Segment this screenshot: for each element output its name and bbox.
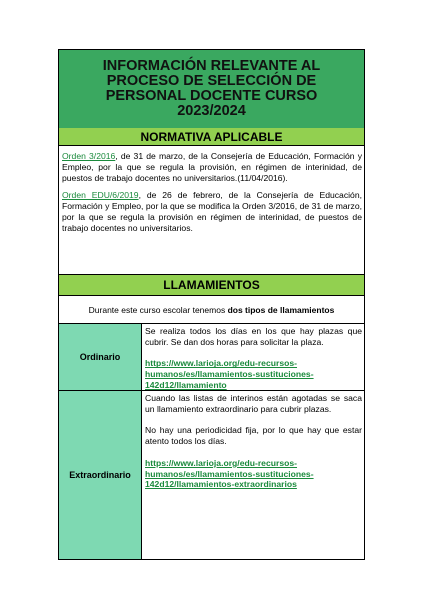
header-line-3: PERSONAL DOCENTE CURSO bbox=[105, 88, 318, 104]
normativa-item-2 bbox=[62, 190, 362, 234]
extraordinario-label: Extraordinario bbox=[59, 391, 142, 559]
document-header bbox=[59, 50, 364, 129]
header-line-2: PROCESO DE SELECCIÓN DE bbox=[106, 73, 317, 89]
llamamientos-heading: LLAMAMIENTOS bbox=[59, 274, 364, 296]
orden-edu-6-2019-link[interactable]: Orden EDU/6/2019 bbox=[62, 190, 139, 200]
extraordinario-description bbox=[142, 391, 364, 559]
normativa-item-1 bbox=[62, 151, 362, 184]
llamamientos-intro-bold: dos tipos de llamamientos bbox=[227, 304, 335, 315]
normativa-item-2-text: , de 26 de febrero, de la Consejería de Educación, Formación y Empleo, por la que se modifica la Orden 3/2016, de 31 de marzo, por la que se regula la provisión en régimen de interinidad, de puestos de trabajo docentes no universitarios. bbox=[62, 190, 362, 233]
extraordinario-text-1: Cuando las listas de interinos están agotadas se saca un llamamiento extraordinario para cubrir plazas. bbox=[145, 393, 362, 414]
normativa-heading: NORMATIVA APLICABLE bbox=[59, 128, 364, 146]
extraordinario-text-2: No hay una periodicidad fija, por lo que hay que estar atento todos los días. bbox=[145, 425, 362, 447]
ordinario-label: Ordinario bbox=[59, 324, 142, 390]
normativa-body bbox=[62, 151, 362, 240]
normativa-item-1-text: , de 31 de marzo, de la Consejería de Educación, Formación y Empleo, por la que se regula la provisión, en régimen de interinidad, de puestos de trabajo docentes no universitarios.(11/04/2016). bbox=[62, 151, 362, 183]
info-document bbox=[58, 49, 365, 560]
llamamientos-intro bbox=[59, 296, 364, 324]
header-line-1: INFORMACIÓN RELEVANTE AL bbox=[102, 58, 321, 74]
header-line-4: 2023/2024 bbox=[177, 103, 246, 119]
extraordinario-link[interactable]: https://www.larioja.org/edu-recursos- humanos/es/llamamientos-sustituciones- 142d12/llamamientos-extraordinarios bbox=[145, 457, 314, 490]
ordinario-text: Se realiza todos los días en los que hay plazas que cubrir. Se dan dos horas para solicitar la plaza. bbox=[145, 326, 362, 347]
ordinario-link[interactable]: https://www.larioja.org/edu-recursos- humanos/es/llamamientos-sustituciones- 142d12/llamamiento bbox=[145, 358, 314, 390]
ordinario-description bbox=[142, 324, 364, 390]
llamamientos-intro-text: Durante este curso escolar tenemos bbox=[88, 304, 226, 315]
orden-3-2016-link[interactable]: Orden 3/2016 bbox=[62, 151, 116, 161]
